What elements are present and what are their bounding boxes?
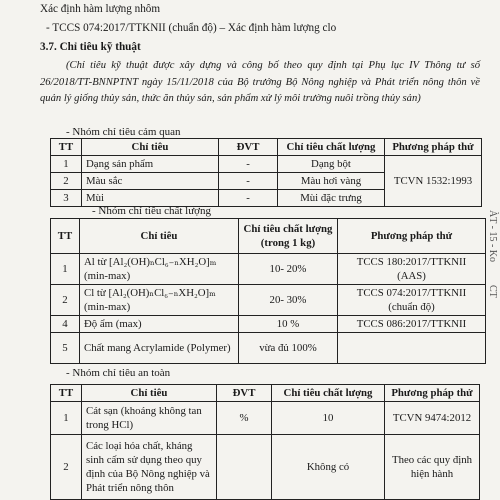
quality-heading: - Nhóm chỉ tiêu chất lượng	[92, 205, 212, 217]
row-value: 10- 20%	[239, 254, 338, 285]
row-tt: 2	[51, 435, 82, 500]
row-name: Al từ [Al₂(OH)ₙCl₆₋ₙXH₂O]ₘ (min-max)	[80, 254, 239, 285]
row-value: Không có	[272, 435, 385, 500]
row-value: Dạng bột	[278, 156, 385, 173]
row-name: Cl từ [Al₂(OH)ₙCl₆₋ₙXH₂O]ₘ (min-max)	[80, 285, 239, 316]
row-name: Mùi	[82, 190, 219, 207]
row-unit: -	[219, 156, 278, 173]
row-tt: 1	[51, 254, 80, 285]
row-tt: 1	[51, 402, 82, 435]
col-header: Chỉ tiêu chất lượng (trong 1 kg)	[239, 219, 338, 254]
table-row	[51, 316, 486, 333]
col-header: Chỉ tiêu	[82, 385, 217, 402]
section-title: 3.7. Chỉ tiêu kỹ thuật	[40, 41, 141, 53]
col-header: Phương pháp thử	[385, 385, 480, 402]
table-row	[51, 435, 480, 500]
table-row	[51, 333, 486, 364]
col-header: Chỉ tiêu	[80, 219, 239, 254]
col-header: TT	[51, 139, 82, 156]
col-header: ĐVT	[217, 385, 272, 402]
quality-table	[50, 218, 486, 364]
table-row	[51, 402, 480, 435]
safety-heading: - Nhóm chỉ tiêu an toàn	[66, 367, 171, 379]
row-method: TCCS 180:2017/TTKNII (AAS)	[338, 254, 486, 285]
row-value: 10 %	[239, 316, 338, 333]
intro-paragraph: (Chỉ tiêu kỹ thuật được xây dựng và công bố theo quy định tại Phụ lục IV Thông tư số 26/2018/TT-BNNPTNT ngày 15/11/2018 của Bộ trưởng Bộ Nông nghiệp và Phát triển nông thôn về quản lý giống thủy sản, thức ăn thủy sản, sản phẩm xử lý môi trường nuôi trồng thủy sản)	[40, 60, 480, 104]
table-row	[51, 254, 486, 285]
row-method: TCVN 9474:2012	[385, 402, 480, 435]
row-method: TCVN 1532:1993	[385, 156, 482, 207]
col-header: Chỉ tiêu	[82, 139, 219, 156]
row-name: Chất mang Acrylamide (Polymer)	[80, 333, 239, 364]
row-method	[338, 333, 486, 364]
sensory-heading: - Nhóm chỉ tiêu cảm quan	[66, 126, 181, 138]
row-tt: 5	[51, 333, 80, 364]
margin-note-1: ÀT - 15 - Ko	[487, 210, 498, 263]
col-header: TT	[51, 219, 80, 254]
row-name: Cát sạn (khoáng không tan trong HCl)	[82, 402, 217, 435]
row-unit: -	[219, 190, 278, 207]
row-name: Độ ẩm (max)	[80, 316, 239, 333]
row-tt: 4	[51, 316, 80, 333]
table-row	[51, 156, 482, 173]
row-tt: 2	[51, 285, 80, 316]
row-name: Dạng sản phẩm	[82, 156, 219, 173]
col-header: Chỉ tiêu chất lượng	[278, 139, 385, 156]
row-unit: %	[217, 402, 272, 435]
row-unit	[217, 435, 272, 500]
row-name: Màu sắc	[82, 173, 219, 190]
table-row	[51, 285, 486, 316]
row-tt: 1	[51, 156, 82, 173]
col-header: ĐVT	[219, 139, 278, 156]
col-header: TT	[51, 385, 82, 402]
margin-note-2: CT	[487, 285, 498, 298]
row-method: TCCS 086:2017/TTKNII	[338, 316, 486, 333]
safety-table	[50, 384, 480, 500]
table-header-row	[51, 385, 480, 402]
row-unit: -	[219, 173, 278, 190]
row-value: Mùi đặc trưng	[278, 190, 385, 207]
row-name: Các loại hóa chất, kháng sinh cấm sử dụng theo quy định của Bộ Nông nghiệp và Phát triển nông thôn	[82, 435, 217, 500]
row-method: TCCS 074:2017/TTKNII (chuẩn độ)	[338, 285, 486, 316]
col-header: Chỉ tiêu chất lượng	[272, 385, 385, 402]
top-line-2: - TCCS 074:2017/TTKNII (chuẩn độ) – Xác định hàm lượng clo	[46, 22, 337, 34]
table-header-row	[51, 139, 482, 156]
table-header-row	[51, 219, 486, 254]
row-value: Màu hơi vàng	[278, 173, 385, 190]
row-value: vừa đủ 100%	[239, 333, 338, 364]
sensory-table	[50, 138, 482, 207]
row-tt: 3	[51, 190, 82, 207]
top-line-1: Xác định hàm lượng nhôm	[40, 3, 161, 15]
col-header: Phương pháp thử	[385, 139, 482, 156]
row-value: 20- 30%	[239, 285, 338, 316]
col-header: Phương pháp thử	[338, 219, 486, 254]
row-tt: 2	[51, 173, 82, 190]
row-value: 10	[272, 402, 385, 435]
row-method: Theo các quy định hiện hành	[385, 435, 480, 500]
